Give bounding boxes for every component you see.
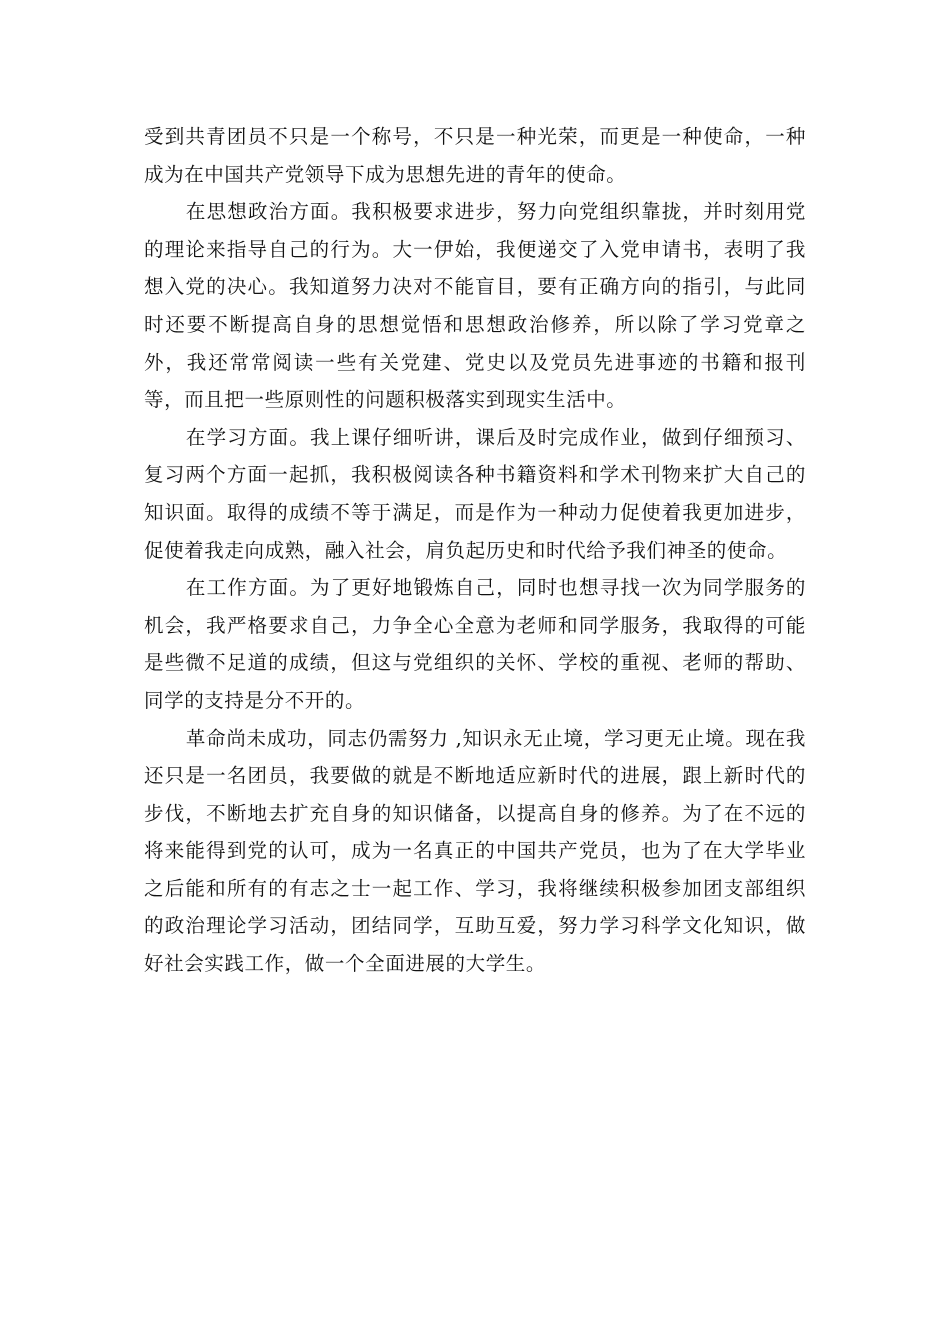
paragraph-work: 在工作方面。为了更好地锻炼自己，同时也想寻找一次为同学服务的机会，我严格要求自己，力争全心全意为老师和同学服务，我取得的可能是些微不足道的成绩，但这与党组织的关怀、学校的重视、老师的帮助、同学的支持是分不开的。	[144, 576, 806, 712]
paragraph-study: 在学习方面。我上课仔细听讲，课后及时完成作业，做到仔细预习、复习两个方面一起抓，我积极阅读各种书籍资料和学术刊物来扩大自己的知识面。取得的成绩不等于满足，而是作为一种动力促使着我更加进步，促使着我走向成熟，融入社会，肩负起历史和时代给予我们神圣的使命。	[144, 425, 806, 562]
paragraph-political: 在思想政治方面。我积极要求进步，努力向党组织靠拢，并时刻用党的理论来指导自己的行为。大一伊始，我便递交了入党申请书，表明了我想入党的决心。我知道努力决对不能盲目，要有正确方向的指引，与此同时还要不断提高自身的思想觉悟和思想政治修养，所以除了学习党章之外，我还常常阅读一些有关党建、党史以及党员先进事迹的书籍和报刊等，而且把一些原则性的问题积极落实到现实生活中。	[144, 200, 806, 412]
paragraph-intro: 受到共青团员不只是一个称号，不只是一种光荣，而更是一种使命，一种成为在中国共产党领导下成为思想先进的青年的使命。	[144, 125, 806, 186]
document-body	[144, 118, 806, 983]
paragraph-conclusion: 革命尚未成功，同志仍需努力 ,知识永无止境，学习更无止境。现在我还只是一名团员，我要做的就是不断地适应新时代的进展，跟上新时代的步伐，不断地去扩充自身的知识储备，以提高自身的修养。为了在不远的将来能得到党的认可，成为一名真正的中国共产党员，也为了在大学毕业之后能和所有的有志之士一起工作、学习，我将继续积极参加团支部组织的政治理论学习活动，团结同学，互助互爱，努力学习科学文化知识，做好社会实践工作，做一个全面进展的大学生。	[144, 726, 806, 976]
